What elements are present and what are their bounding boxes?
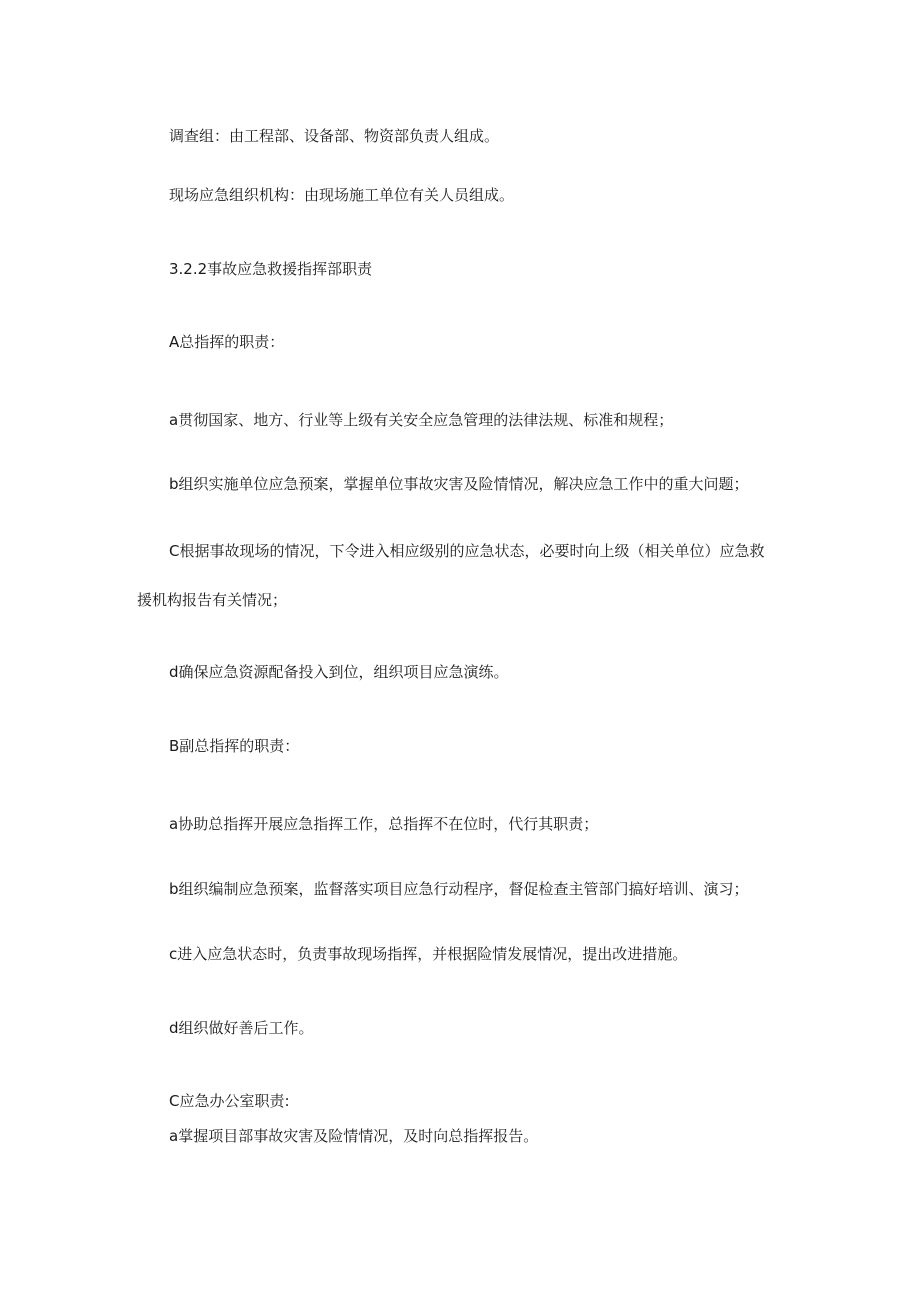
subheading-commander-duties: A总指挥的职责： (169, 333, 285, 351)
deputy-duty-c: c进入应急状态时，负责事故现场指挥，并根据险情发展情况，提出改进措施。 (169, 945, 688, 963)
deputy-duty-b: b组织编制应急预案，监督落实项目应急行动程序，督促检查主管部门搞好培训、演习； (169, 880, 749, 898)
commander-duty-b: b组织实施单位应急预案，掌握单位事故灾害及险情情况，解决应急工作中的重大问题； (169, 475, 749, 493)
subheading-deputy-commander-duties: B副总指挥的职责： (169, 737, 300, 755)
commander-duty-c-continued: 援机构报告有关情况； (137, 591, 288, 609)
section-heading-3-2-2: 3.2.2事故应急救援指挥部职责 (169, 260, 373, 278)
paragraph-investigation-group: 调查组：由工程部、设备部、物资部负责人组成。 (169, 127, 500, 145)
commander-duty-d: d确保应急资源配备投入到位，组织项目应急演练。 (169, 663, 509, 681)
commander-duty-a: a贯彻国家、地方、行业等上级有关安全应急管理的法律法规、标准和规程； (169, 411, 674, 429)
subheading-emergency-office-duties: C应急办公室职责: (169, 1092, 290, 1110)
paragraph-onsite-organization: 现场应急组织机构：由现场施工单位有关人员组成。 (169, 186, 515, 204)
office-duty-a: a掌握项目部事故灾害及险情情况，及时向总指挥报告。 (169, 1127, 539, 1145)
deputy-duty-a: a协助总指挥开展应急指挥工作，总指挥不在位时，代行其职责； (169, 815, 599, 833)
deputy-duty-d: d组织做好善后工作。 (169, 1019, 314, 1037)
commander-duty-c: C根据事故现场的情况，下令进入相应级别的应急状态，必要时向上级（相关单位）应急救 (169, 542, 765, 560)
